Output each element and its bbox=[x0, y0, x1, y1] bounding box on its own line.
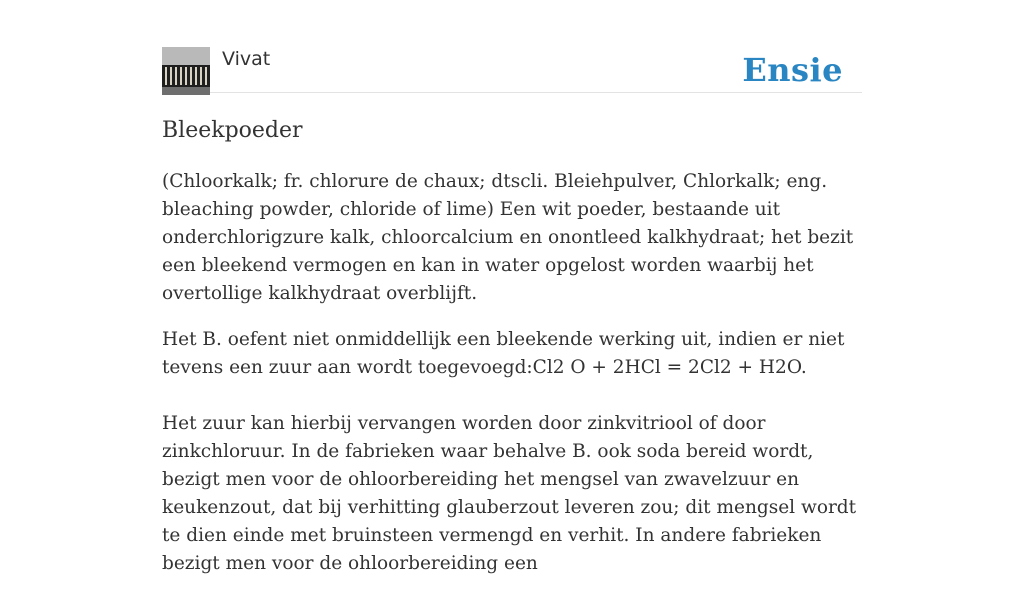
author-avatar[interactable] bbox=[162, 47, 210, 95]
article-body bbox=[162, 168, 862, 596]
article-paragraph: (Chloorkalk; fr. chlorure de chaux; dtscli. Bleiehpulver, Chlorkalk; eng. bleaching powder, chloride of lime) Een wit poeder, bestaande uit onderchlorigzure kalk, chloorcalcium en onontleed kalkhydraat; het bezit een bleekend vermogen en kan in water opgelost worden waarbij het overtollige kalkhydraat overblijft. bbox=[162, 171, 854, 304]
article-paragraph: Het zuur kan hierbij vervangen worden door zinkvitriool of door zinkchloruur. In de fabrieken waar behalve B. ook soda bereid wordt, bezigt men voor de ohloorbereiding het mengsel van zwavelzuur en keukenzout, dat bij verhitting glauberzout leveren zou; dit mengsel wordt te dien einde met bruinsteen vermengd en verhit. In andere fabrieken bezigt men voor de ohloorbereiding een bbox=[162, 413, 857, 574]
avatar-image-icon bbox=[162, 47, 210, 95]
article-paragraph: Het B. oefent niet onmiddellijk een bleekende werking uit, indien er niet tevens een zuur aan wordt toegevoegd:Cl2 O + 2HCl = 2Cl2 + H2O. bbox=[162, 329, 845, 378]
ensie-logo[interactable]: Ensie bbox=[742, 51, 843, 89]
author-name[interactable]: Vivat bbox=[222, 48, 271, 70]
article-title: Bleekpoeder bbox=[162, 118, 303, 143]
article-header bbox=[162, 47, 862, 93]
